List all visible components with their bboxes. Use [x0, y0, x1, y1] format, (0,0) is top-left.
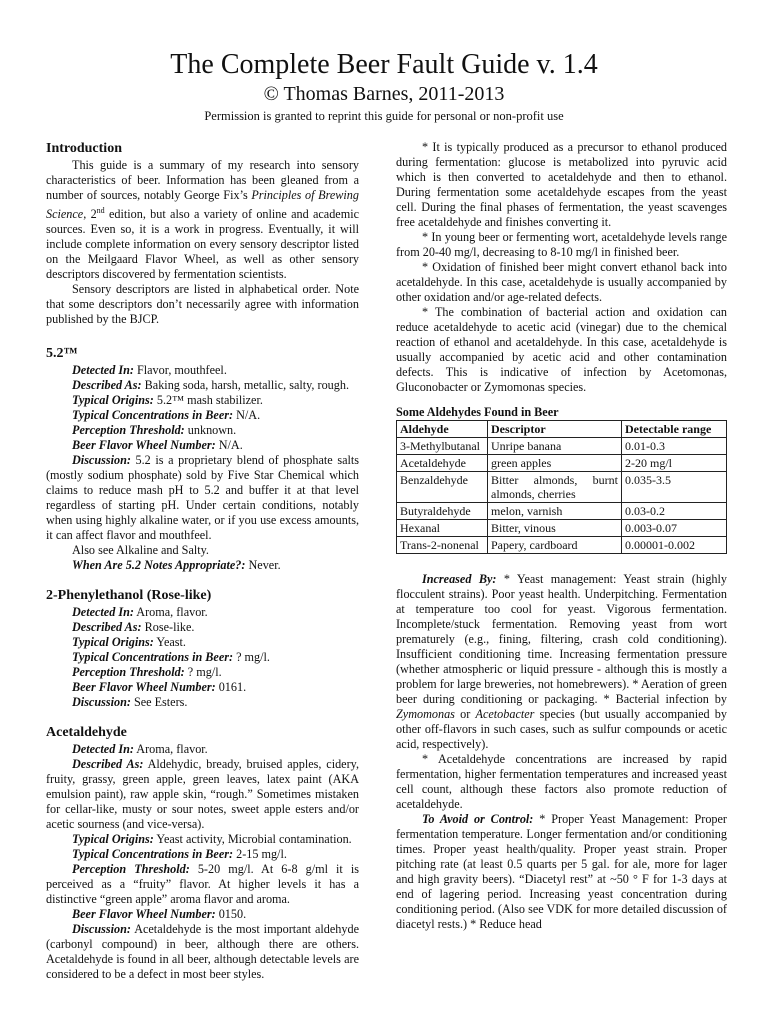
field-value: Yeast activity, Microbial contamination.: [153, 832, 352, 847]
field-value: 5.2™ mash stabilizer.: [153, 393, 263, 408]
field-value: N/A.: [215, 438, 243, 453]
field-label: Typical Concentrations in Beer:: [72, 408, 234, 423]
field-value: Acetaldehyde is the most important aldehyde (carbonyl compound) in beer, although there are others. Acetaldehyde is found in all beer, although detectable levels are considered to be a defect in most beer styles.: [46, 922, 359, 982]
field-discussion: [46, 695, 359, 710]
field-value: 2-15 mg/l.: [233, 847, 287, 862]
field-origins: [46, 832, 359, 847]
table-cell: Papery, cardboard: [488, 537, 622, 554]
field-label: Typical Concentrations in Beer:: [72, 650, 234, 665]
acet-paragraph-5: * Acetaldehyde concentrations are increased by rapid fermentation, higher fermentation temperatures and increased yeast cell count, although these factors also promote reduction of acetaldehyde.: [396, 752, 727, 811]
intro-paragraph-2: Sensory descriptors are listed in alphabetical order. Note that some descriptors don’t necessarily agree with information published by the BJCP.: [46, 282, 359, 327]
table-cell: Butyraldehyde: [397, 503, 488, 520]
field-label: Typical Concentrations in Beer:: [72, 847, 234, 862]
acet-paragraph-4: * The combination of bacterial action and oxidation can reduce acetaldehyde to acetic acid (vinegar) due to the chemical reaction of ethanol and acetaldehyde. In this case, acetaldehyde is usually accompanied by acetic acid and other contamination defects. This is indicative of infection by Acetomonas, Gluconobacter or Zymomonas species.: [396, 305, 727, 394]
field-concentration: [46, 650, 359, 665]
field-value: Aldehydic, bready, bruised apples, cidery, fruity, grassy, green apple, green leaves, latex paint (AKA emulsion paint), raw apple skin, “rough.” Sometimes mistaken for cellar-like, musty or sour notes, sweet apple esters and/or acetic sourness (and vice-versa).: [46, 757, 359, 832]
aldehyde-table: [396, 420, 727, 554]
table-cell: 0.00001-0.002: [622, 537, 727, 554]
field-wheel: [46, 907, 359, 922]
acet-paragraph-1: * It is typically produced as a precursor to ethanol produced during fermentation: glucose is metabolized into pyruvic acid which is then converted to acetaldehyde and then to ethanol. During fermentation some acetaldehyde escapes from the yeast cell. During the final phases of fermentation, the yeast scavenges free acetaldehyde and finishes converting it.: [396, 140, 727, 229]
field-label: Increased By:: [422, 572, 497, 586]
field-label: Described As:: [72, 378, 142, 393]
section-heading-acetaldehyde: Acetaldehyde: [46, 725, 127, 741]
field-value: Aroma, flavor.: [133, 742, 208, 757]
field-value: 5.2 is a proprietary blend of phosphate salts (mostly sodium phosphate) sold by Five Star Chemical which claims to reduce mash pH to 5.2 and buffer it at that level regardless of starting pH. Under certain conditions, notably when using highly alkaline water, or if you use excess amounts, it can affect flavor and mouthfeel.: [46, 453, 359, 543]
table-cell: Acetaldehyde: [397, 455, 488, 472]
acet-paragraph-2: * In young beer or fermenting wort, acetaldehyde levels range from 20-40 mg/l, decreasing to 8-10 mg/l in finished beer.: [396, 230, 727, 259]
field-concentration: [46, 408, 359, 423]
field-label: Detected In:: [72, 363, 134, 378]
field-value: See Esters.: [130, 695, 188, 710]
field-described: [46, 378, 359, 393]
field-threshold: [46, 423, 359, 438]
field-label: Perception Threshold:: [72, 423, 185, 438]
see-also: Also see Alkaline and Salty.: [72, 543, 209, 558]
table-cell: Hexanal: [397, 520, 488, 537]
field-value: species (but usually accompanied by other off-flavors in such cases, such as sulfur compounds or acetic acid, respectively).: [396, 707, 727, 751]
field-detected: [46, 363, 359, 378]
field-value: Rose-like.: [141, 620, 195, 635]
field-described: [46, 757, 359, 832]
document-title: The Complete Beer Fault Guide v. 1.4: [170, 49, 598, 80]
table-cell: 2-20 mg/l: [622, 455, 727, 472]
field-value: Baking soda, harsh, metallic, salty, rough.: [141, 378, 349, 393]
intro-paragraph-1: [46, 158, 359, 282]
table-cell: melon, varnish: [488, 503, 622, 520]
field-described: [46, 620, 359, 635]
table-header-cell: Descriptor: [488, 421, 622, 438]
field-label: Perception Threshold:: [72, 862, 190, 877]
field-label: Discussion:: [72, 922, 131, 937]
field-label: Described As:: [72, 620, 142, 635]
acet-paragraph-3: * Oxidation of finished beer might convert ethanol back into acetaldehyde. In this case, acetaldehyde is usually accompanied by other oxidation and/or age-related defects.: [396, 260, 727, 304]
table-row: [397, 472, 727, 503]
field-concentration: [46, 847, 359, 862]
table-cell: 3-Methylbutanal: [397, 438, 488, 455]
table-row: [397, 455, 727, 472]
field-label: When Are 5.2 Notes Appropriate?:: [72, 558, 246, 573]
copyright-line: © Thomas Barnes, 2011-2013: [263, 83, 505, 105]
field-value: 0150.: [215, 907, 247, 922]
table-cell: 0.03-0.2: [622, 503, 727, 520]
field-value: 0161.: [215, 680, 247, 695]
table-title: Some Aldehydes Found in Beer: [396, 405, 559, 419]
field-value: ? mg/l.: [184, 665, 222, 680]
field-label: Typical Origins:: [72, 635, 154, 650]
field-label: To Avoid or Control:: [422, 812, 534, 826]
species-name: Acetobacter: [475, 707, 535, 721]
field-label: Detected In:: [72, 605, 134, 620]
field-detected: [46, 605, 359, 620]
field-label: Discussion:: [72, 453, 131, 468]
table-header-cell: Aldehyde: [397, 421, 488, 438]
table-cell: Bitter almonds, burnt almonds, cherries: [488, 472, 622, 503]
intro-heading: Introduction: [46, 141, 122, 156]
field-value: N/A.: [233, 408, 261, 423]
field-label: Beer Flavor Wheel Number:: [72, 680, 216, 695]
field-threshold: [46, 665, 359, 680]
field-discussion: [46, 922, 359, 982]
connector-text: or: [454, 707, 476, 721]
book-title: Principles of Brewing Science: [46, 188, 359, 222]
table-cell: Bitter, vinous: [488, 520, 622, 537]
field-label: Discussion:: [72, 695, 131, 710]
field-label: Detected In:: [72, 742, 134, 757]
field-label: Perception Threshold:: [72, 665, 185, 680]
field-appropriate: [46, 558, 359, 573]
intro-text-b: , 2: [83, 207, 97, 222]
increased-by-paragraph: [396, 572, 727, 752]
section-heading-52: 5.2™: [46, 346, 78, 362]
field-value: Yeast.: [153, 635, 186, 650]
field-value: 5-20 mg/l. At 6-8 g/ml it is perceived as a “fruity” flavor. At higher levels it has a distinctive “green apple” aroma flavor and aroma.: [46, 862, 359, 907]
field-label: Beer Flavor Wheel Number:: [72, 907, 216, 922]
field-value: Never.: [245, 558, 281, 573]
ordinal-sup: nd: [96, 206, 105, 215]
field-value: * Proper Yeast Management: Proper fermentation temperature. Longer fermentation and/or conditioning times. Proper yeast health/quality. Proper yeast strain. Proper pitching rate (at least 0.5 quarts per 5 gal. for ale, more for lager and high gravity beers). “Diacetyl rest” at ~50 ° F for 1-3 days at end of lagering period. Increasing yeast concentration during conditioning period. (Also see VDK for more detailed discussion of diacetyl rests.) * Reduce head: [396, 812, 727, 931]
field-origins: [46, 635, 359, 650]
field-wheel: [46, 438, 359, 453]
table-cell: Benzaldehyde: [397, 472, 488, 503]
table-cell: green apples: [488, 455, 622, 472]
table-cell: 0.003-0.07: [622, 520, 727, 537]
right-column: [396, 140, 727, 932]
table-header-cell: Detectable range: [622, 421, 727, 438]
left-column: [46, 140, 359, 982]
table-cell: 0.035-3.5: [622, 472, 727, 503]
table-row: [397, 537, 727, 554]
table-row: [397, 520, 727, 537]
field-label: Typical Origins:: [72, 832, 154, 847]
field-wheel: [46, 680, 359, 695]
field-detected: [46, 742, 359, 757]
field-value: * Yeast management: Yeast strain (highly flocculent strains). Poor yeast health. Underpitching. Fermentation at temperature too cool for yeast. Vigorous fermentation. Incomplete/stuck fermentation. Removing yeast from wort prematurely (e.g., fining, filtering, crash cold conditioning). Insufficient conditioning time. Increasing fermentation pressure (whether atmospheric or liquid pressure - although this is mostly a problem for large breweries, not homebrewers). * Aeration of green beer during conditioning or packaging. * Bacterial infection by: [396, 572, 727, 706]
field-label: Typical Origins:: [72, 393, 154, 408]
table-header-row: [397, 421, 727, 438]
field-value: unknown.: [184, 423, 237, 438]
field-label: Beer Flavor Wheel Number:: [72, 438, 216, 453]
species-name: Zymomonas: [396, 707, 455, 721]
permission-notice: Permission is granted to reprint this guide for personal or non-profit use: [204, 109, 564, 123]
table-cell: 0.01-0.3: [622, 438, 727, 455]
field-value: Flavor, mouthfeel.: [133, 363, 227, 378]
field-threshold: [46, 862, 359, 907]
table-cell: Trans-2-nonenal: [397, 537, 488, 554]
field-origins: [46, 393, 359, 408]
intro-text-c: edition, but also a variety of online and academic sources. Even so, it is a work in progress. Eventually, it will include complete information on every sensory descriptor listed on the Meilgaard Flavor Wheel, as well as other sensory descriptors discovered by fermentation scientists.: [46, 207, 359, 282]
field-discussion: [46, 453, 359, 543]
avoid-paragraph: [396, 812, 727, 932]
field-label: Described As:: [72, 757, 144, 772]
field-value: ? mg/l.: [233, 650, 270, 665]
intro-text-a: This guide is a summary of my research into sensory characteristics of beer. Information has been gleaned from a number of sources, notably George Fix’s: [46, 158, 359, 202]
table-cell: Unripe banana: [488, 438, 622, 455]
field-value: Aroma, flavor.: [133, 605, 208, 620]
section-heading-phenylethanol: 2-Phenylethanol (Rose-like): [46, 588, 212, 604]
table-row: [397, 438, 727, 455]
table-row: [397, 503, 727, 520]
